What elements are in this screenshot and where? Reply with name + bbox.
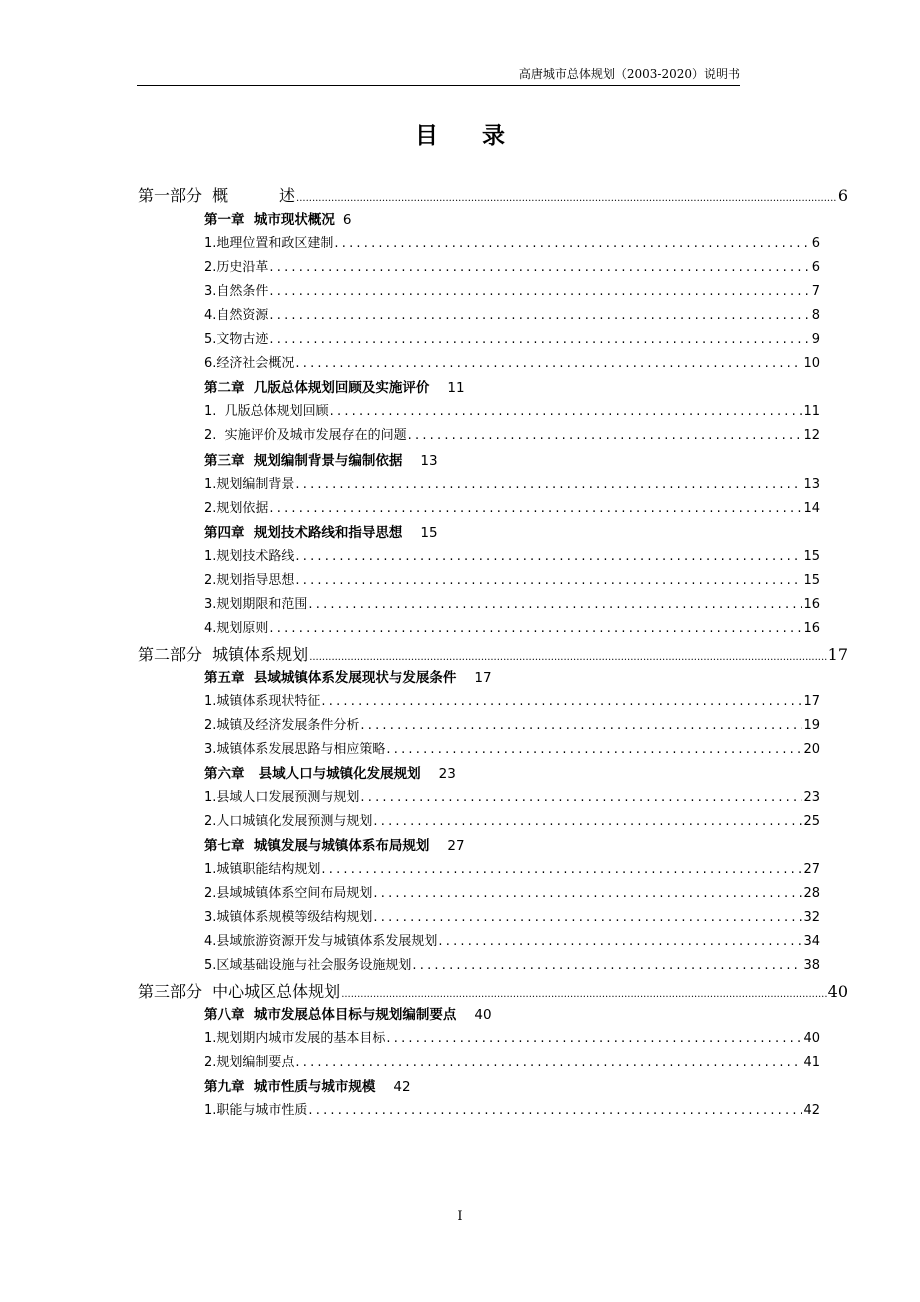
toc-leader-dots bbox=[295, 571, 802, 591]
toc-entry[interactable] bbox=[204, 282, 820, 302]
toc-title: 目录 bbox=[415, 123, 549, 149]
toc-entry-label: 1.规划技术路线 bbox=[204, 549, 295, 564]
toc-chapter-3[interactable] bbox=[204, 451, 438, 471]
toc-chapter-5[interactable] bbox=[204, 668, 492, 688]
toc-page-number: 16 bbox=[803, 597, 820, 612]
toc-entry-label: 5.文物古迹 bbox=[204, 332, 269, 347]
toc-entry-label: 4.规划原则 bbox=[204, 621, 269, 636]
toc-leader-dots bbox=[308, 1101, 802, 1121]
toc-page-number: 25 bbox=[803, 814, 820, 829]
toc-entry-label: 1.县域人口发展预测与规划 bbox=[204, 790, 360, 805]
toc-entry[interactable] bbox=[204, 306, 820, 326]
toc-part-label: 第三部分 中心城区总体规划 bbox=[138, 982, 341, 1001]
toc-page-number: 23 bbox=[438, 766, 456, 782]
toc-page-number: 27 bbox=[447, 838, 465, 854]
toc-page-number: 42 bbox=[393, 1079, 411, 1095]
toc-chapter-6[interactable] bbox=[204, 764, 456, 784]
toc-page-number: 6 bbox=[811, 236, 820, 251]
toc-page-number: 15 bbox=[803, 549, 820, 564]
toc-page-number: 6 bbox=[837, 186, 848, 205]
toc-entry[interactable] bbox=[204, 1029, 820, 1049]
toc-entry[interactable] bbox=[204, 619, 820, 639]
toc-chapter-label: 第一章 城市现状概况 bbox=[204, 212, 335, 228]
toc-entry[interactable] bbox=[204, 234, 820, 254]
toc-page-number: 38 bbox=[803, 958, 820, 973]
toc-leader-dots bbox=[373, 908, 802, 928]
toc-entry-label: 2.县域城镇体系空间布局规划 bbox=[204, 886, 373, 901]
toc-entry-label: 2.规划编制要点 bbox=[204, 1055, 295, 1070]
toc-leader-dots bbox=[330, 402, 803, 422]
toc-leader-dots bbox=[269, 258, 810, 278]
toc-entry-label: 3.城镇体系发展思路与相应策略 bbox=[204, 742, 386, 757]
toc-entry[interactable] bbox=[204, 1053, 820, 1073]
running-header: 高唐城市总体规划（2003-2020）说明书 bbox=[518, 67, 740, 81]
toc-entry-label: 6.经济社会概况 bbox=[204, 356, 295, 371]
toc-entry-label: 5.区域基础设施与社会服务设施规划 bbox=[204, 958, 412, 973]
toc-entry[interactable] bbox=[204, 884, 820, 904]
toc-chapter-label: 第四章 规划技术路线和指导思想 bbox=[204, 525, 403, 541]
toc-part-1[interactable] bbox=[138, 185, 848, 207]
toc-chapter-2[interactable] bbox=[204, 378, 465, 398]
toc-chapter-label: 第七章 城镇发展与城镇体系布局规划 bbox=[204, 838, 430, 854]
toc-page-number: 12 bbox=[803, 428, 820, 443]
toc-entry[interactable] bbox=[204, 571, 820, 591]
toc-leader-dots bbox=[269, 282, 810, 302]
toc-entry-label: 2.历史沿革 bbox=[204, 260, 269, 275]
toc-page-number: 17 bbox=[474, 670, 492, 686]
toc-leader-dots bbox=[269, 499, 802, 519]
toc-entry-label: 2.人口城镇化发展预测与规划 bbox=[204, 814, 373, 829]
toc-page-number: 16 bbox=[803, 621, 820, 636]
toc-page-number: 15 bbox=[803, 573, 820, 588]
toc-page-number: 13 bbox=[803, 477, 820, 492]
toc-part-label: 第二部分 城镇体系规划 bbox=[138, 645, 309, 664]
toc-part-label: 第一部分 概 述 bbox=[138, 186, 296, 205]
toc-page-number: 40 bbox=[827, 982, 848, 1001]
toc-entry[interactable] bbox=[204, 716, 820, 736]
toc-page-number: 17 bbox=[803, 694, 820, 709]
toc-entry-label: 1.职能与城市性质 bbox=[204, 1103, 308, 1118]
toc-page-number: 9 bbox=[811, 332, 820, 347]
toc-leader-dots bbox=[295, 1053, 802, 1073]
toc-page-number: 23 bbox=[803, 790, 820, 805]
toc-entry[interactable] bbox=[204, 788, 820, 808]
toc-leader-dots bbox=[373, 812, 802, 832]
toc-entry-label: 3.自然条件 bbox=[204, 284, 269, 299]
toc-leader-dots bbox=[321, 692, 802, 712]
toc-entry[interactable] bbox=[204, 932, 820, 952]
toc-page-number: 8 bbox=[811, 308, 820, 323]
toc-entry[interactable] bbox=[204, 547, 820, 567]
toc-entry[interactable] bbox=[204, 475, 820, 495]
toc-entry-label: 1.城镇职能结构规划 bbox=[204, 862, 321, 877]
toc-leader-dots bbox=[269, 306, 810, 326]
toc-leader-dots bbox=[412, 956, 802, 976]
header-rule bbox=[137, 85, 740, 86]
toc-entry[interactable] bbox=[204, 908, 820, 928]
toc-chapter-label: 第三章 规划编制背景与编制依据 bbox=[204, 453, 403, 469]
toc-leader-dots bbox=[373, 884, 802, 904]
toc-leader-dots bbox=[295, 354, 802, 374]
toc-part-2[interactable] bbox=[138, 644, 848, 666]
toc-leader-dots bbox=[309, 647, 826, 669]
toc-entry-label: 2.规划依据 bbox=[204, 501, 269, 516]
toc-leader-dots bbox=[295, 547, 802, 567]
toc-page-number: 14 bbox=[803, 501, 820, 516]
toc-leader-dots bbox=[296, 188, 837, 210]
toc-entry[interactable] bbox=[204, 860, 820, 880]
toc-page-number: 15 bbox=[420, 525, 438, 541]
toc-chapter-label: 第六章 县域人口与城镇化发展规划 bbox=[204, 766, 421, 782]
toc-entry-label: 3.规划期限和范围 bbox=[204, 597, 308, 612]
toc-entry-label: 3.城镇体系规模等级结构规划 bbox=[204, 910, 373, 925]
toc-page-number: 27 bbox=[803, 862, 820, 877]
toc-leader-dots bbox=[308, 595, 802, 615]
toc-chapter-4[interactable] bbox=[204, 523, 438, 543]
toc-entry-label: 1.规划编制背景 bbox=[204, 477, 295, 492]
toc-page-number: 40 bbox=[474, 1007, 492, 1023]
toc-entry-label: 1.城镇体系现状特征 bbox=[204, 694, 321, 709]
toc-leader-dots bbox=[269, 330, 810, 350]
toc-leader-dots bbox=[360, 788, 802, 808]
toc-entry-label: 4.自然资源 bbox=[204, 308, 269, 323]
toc-chapter-7[interactable] bbox=[204, 836, 465, 856]
toc-page-number: 32 bbox=[803, 910, 820, 925]
toc-chapter-9[interactable] bbox=[204, 1077, 411, 1097]
toc-chapter-1[interactable] bbox=[204, 210, 352, 230]
toc-chapter-label: 第二章 几版总体规划回顾及实施评价 bbox=[204, 380, 430, 396]
toc-page-number: 11 bbox=[803, 404, 820, 419]
toc-entry[interactable] bbox=[204, 354, 820, 374]
toc-entry[interactable] bbox=[204, 692, 820, 712]
toc-entry-label: 2.规划指导思想 bbox=[204, 573, 295, 588]
toc-page-number: 6 bbox=[342, 212, 352, 228]
toc-chapter-label: 第八章 城市发展总体目标与规划编制要点 bbox=[204, 1007, 457, 1023]
toc-leader-dots bbox=[386, 740, 802, 760]
toc-entry-label: 1.地理位置和政区建制 bbox=[204, 236, 334, 251]
toc-entry[interactable] bbox=[204, 426, 820, 446]
toc-entry[interactable] bbox=[204, 956, 820, 976]
toc-page-number: 28 bbox=[803, 886, 820, 901]
toc-page-number: 40 bbox=[803, 1031, 820, 1046]
toc-page-number: 41 bbox=[803, 1055, 820, 1070]
toc-page-number: 6 bbox=[811, 260, 820, 275]
toc-part-3[interactable] bbox=[138, 981, 848, 1003]
toc-leader-dots bbox=[438, 932, 802, 952]
page-footer-number: I bbox=[457, 1209, 463, 1224]
toc-entry[interactable] bbox=[204, 499, 820, 519]
toc-entry-label: 1.规划期内城市发展的基本目标 bbox=[204, 1031, 386, 1046]
toc-leader-dots bbox=[334, 234, 810, 254]
toc-page-number: 13 bbox=[420, 453, 438, 469]
toc-leader-dots bbox=[386, 1029, 802, 1049]
toc-entry-label: 1. 几版总体规划回顾 bbox=[204, 404, 329, 419]
toc-chapter-label: 第九章 城市性质与城市规模 bbox=[204, 1079, 376, 1095]
toc-entry-label: 2.城镇及经济发展条件分析 bbox=[204, 718, 360, 733]
toc-chapter-label: 第五章 县域城镇体系发展现状与发展条件 bbox=[204, 670, 457, 686]
toc-page-number: 7 bbox=[811, 284, 820, 299]
toc-page-number: 10 bbox=[803, 356, 820, 371]
toc-entry-label: 4.县域旅游资源开发与城镇体系发展规划 bbox=[204, 934, 438, 949]
toc-entry[interactable] bbox=[204, 740, 820, 760]
toc-page-number: 17 bbox=[827, 645, 848, 664]
toc-leader-dots bbox=[341, 984, 826, 1006]
toc-leader-dots bbox=[269, 619, 802, 639]
toc-leader-dots bbox=[321, 860, 802, 880]
toc-entry[interactable] bbox=[204, 330, 820, 350]
toc-leader-dots bbox=[360, 716, 802, 736]
toc-leader-dots bbox=[295, 475, 802, 495]
toc-leader-dots bbox=[408, 426, 803, 446]
toc-entry[interactable] bbox=[204, 258, 820, 278]
toc-entry[interactable] bbox=[204, 812, 820, 832]
toc-page-number: 42 bbox=[803, 1103, 820, 1118]
toc-page-number: 20 bbox=[803, 742, 820, 757]
toc-entry-label: 2. 实施评价及城市发展存在的问题 bbox=[204, 428, 407, 443]
toc-entry[interactable] bbox=[204, 1101, 820, 1121]
toc-page-number: 11 bbox=[447, 380, 465, 396]
toc-entry[interactable] bbox=[204, 595, 820, 615]
toc-chapter-8[interactable] bbox=[204, 1005, 492, 1025]
toc-page-number: 19 bbox=[803, 718, 820, 733]
toc-page-number: 34 bbox=[803, 934, 820, 949]
toc-entry[interactable] bbox=[204, 402, 820, 422]
